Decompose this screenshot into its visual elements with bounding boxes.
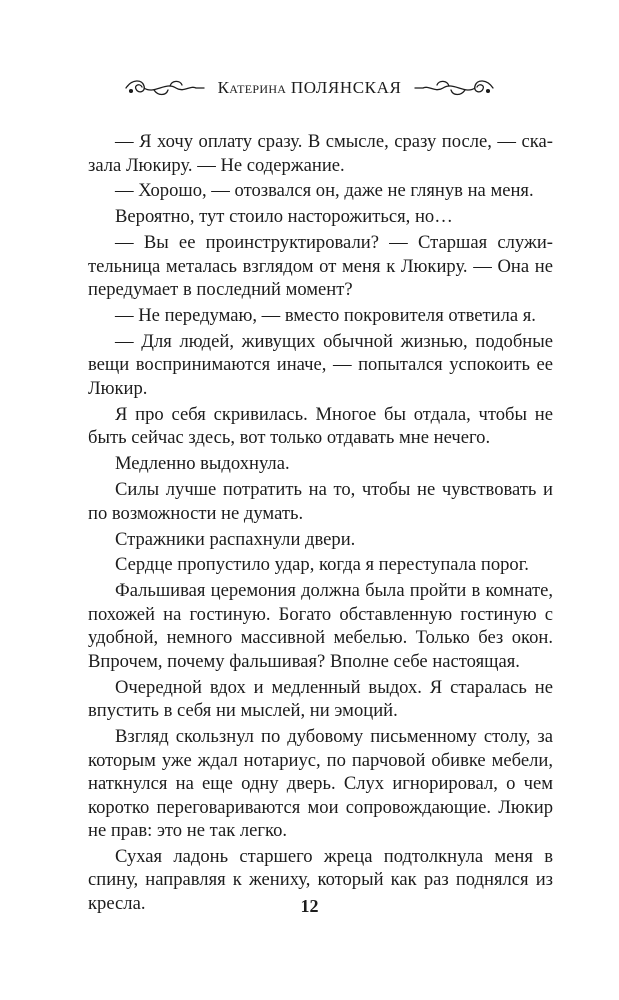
- author-last-name: ПОЛЯНСКАЯ: [290, 78, 402, 97]
- author-first-name: Катерина: [217, 78, 287, 97]
- running-head-author: [218, 78, 402, 98]
- paragraph: Стражники распахнули двери.: [115, 528, 356, 550]
- paragraph: — Вы ее проинструктировали? — Старшая служительница металась взглядом от меня к Люкиру. — Она не передумает в последний момент?: [88, 232, 553, 301]
- paragraph: Сухая ладонь старшего жреца подтолкнула меня в спину, направляя к жениху, который как раз поднялся из кресла.: [88, 845, 553, 914]
- paragraph: Взгляд скользнул по дубовому письменному столу, за которым уже ждал нотариус, по парчовой обивке мебели, наткнулся на еще одну дверь. Слух игнорировал, о чем коротко переговариваются мои сопровождающие. Люкир не прав: это не так легко.: [88, 726, 553, 842]
- page-number: 12: [300, 896, 319, 916]
- left-flourish-ornament: [124, 77, 206, 99]
- right-flourish-ornament: [413, 77, 495, 99]
- paragraph: Очередной вдох и медленный выдох. Я старалась не впустить в себя ни мыслей, ни эмоций.: [88, 676, 553, 722]
- paragraph: — Хорошо, — отозвался он, даже не глянув на меня.: [115, 180, 534, 202]
- paragraph: Фальшивая церемония должна была пройти в комнате, похожей на гостиную. Богато обставленную гостиную с удобной, немного массивной мебелью. Только без окон. Впрочем, почему фальшивая? Вполне себе настоящая.: [88, 580, 553, 672]
- paragraph: — Не передумаю, — вместо покровителя ответила я.: [115, 305, 536, 327]
- paragraph: Вероятно, тут стоило насторожиться, но…: [115, 206, 453, 228]
- body-text: [88, 130, 553, 918]
- paragraph: Я про себя скривилась. Многое бы отдала, чтобы не быть сейчас здесь, вот только отдавать мне нечего.: [88, 403, 553, 449]
- running-head: [0, 73, 619, 103]
- paragraph: — Для людей, живущих обычной жизнью, подобные вещи воспринимаются иначе, — попытался успокоить ее Люкир.: [88, 330, 553, 399]
- paragraph: Силы лучше потратить на то, чтобы не чувствовать и по возможности не думать.: [88, 479, 553, 524]
- paragraph: Медленно выдохнула.: [115, 453, 290, 475]
- paragraph: Сердце пропустило удар, когда я переступала порог.: [115, 554, 529, 576]
- paragraph: — Я хочу оплату сразу. В смысле, сразу после, — сказала Люкиру. — Не содержание.: [88, 131, 553, 176]
